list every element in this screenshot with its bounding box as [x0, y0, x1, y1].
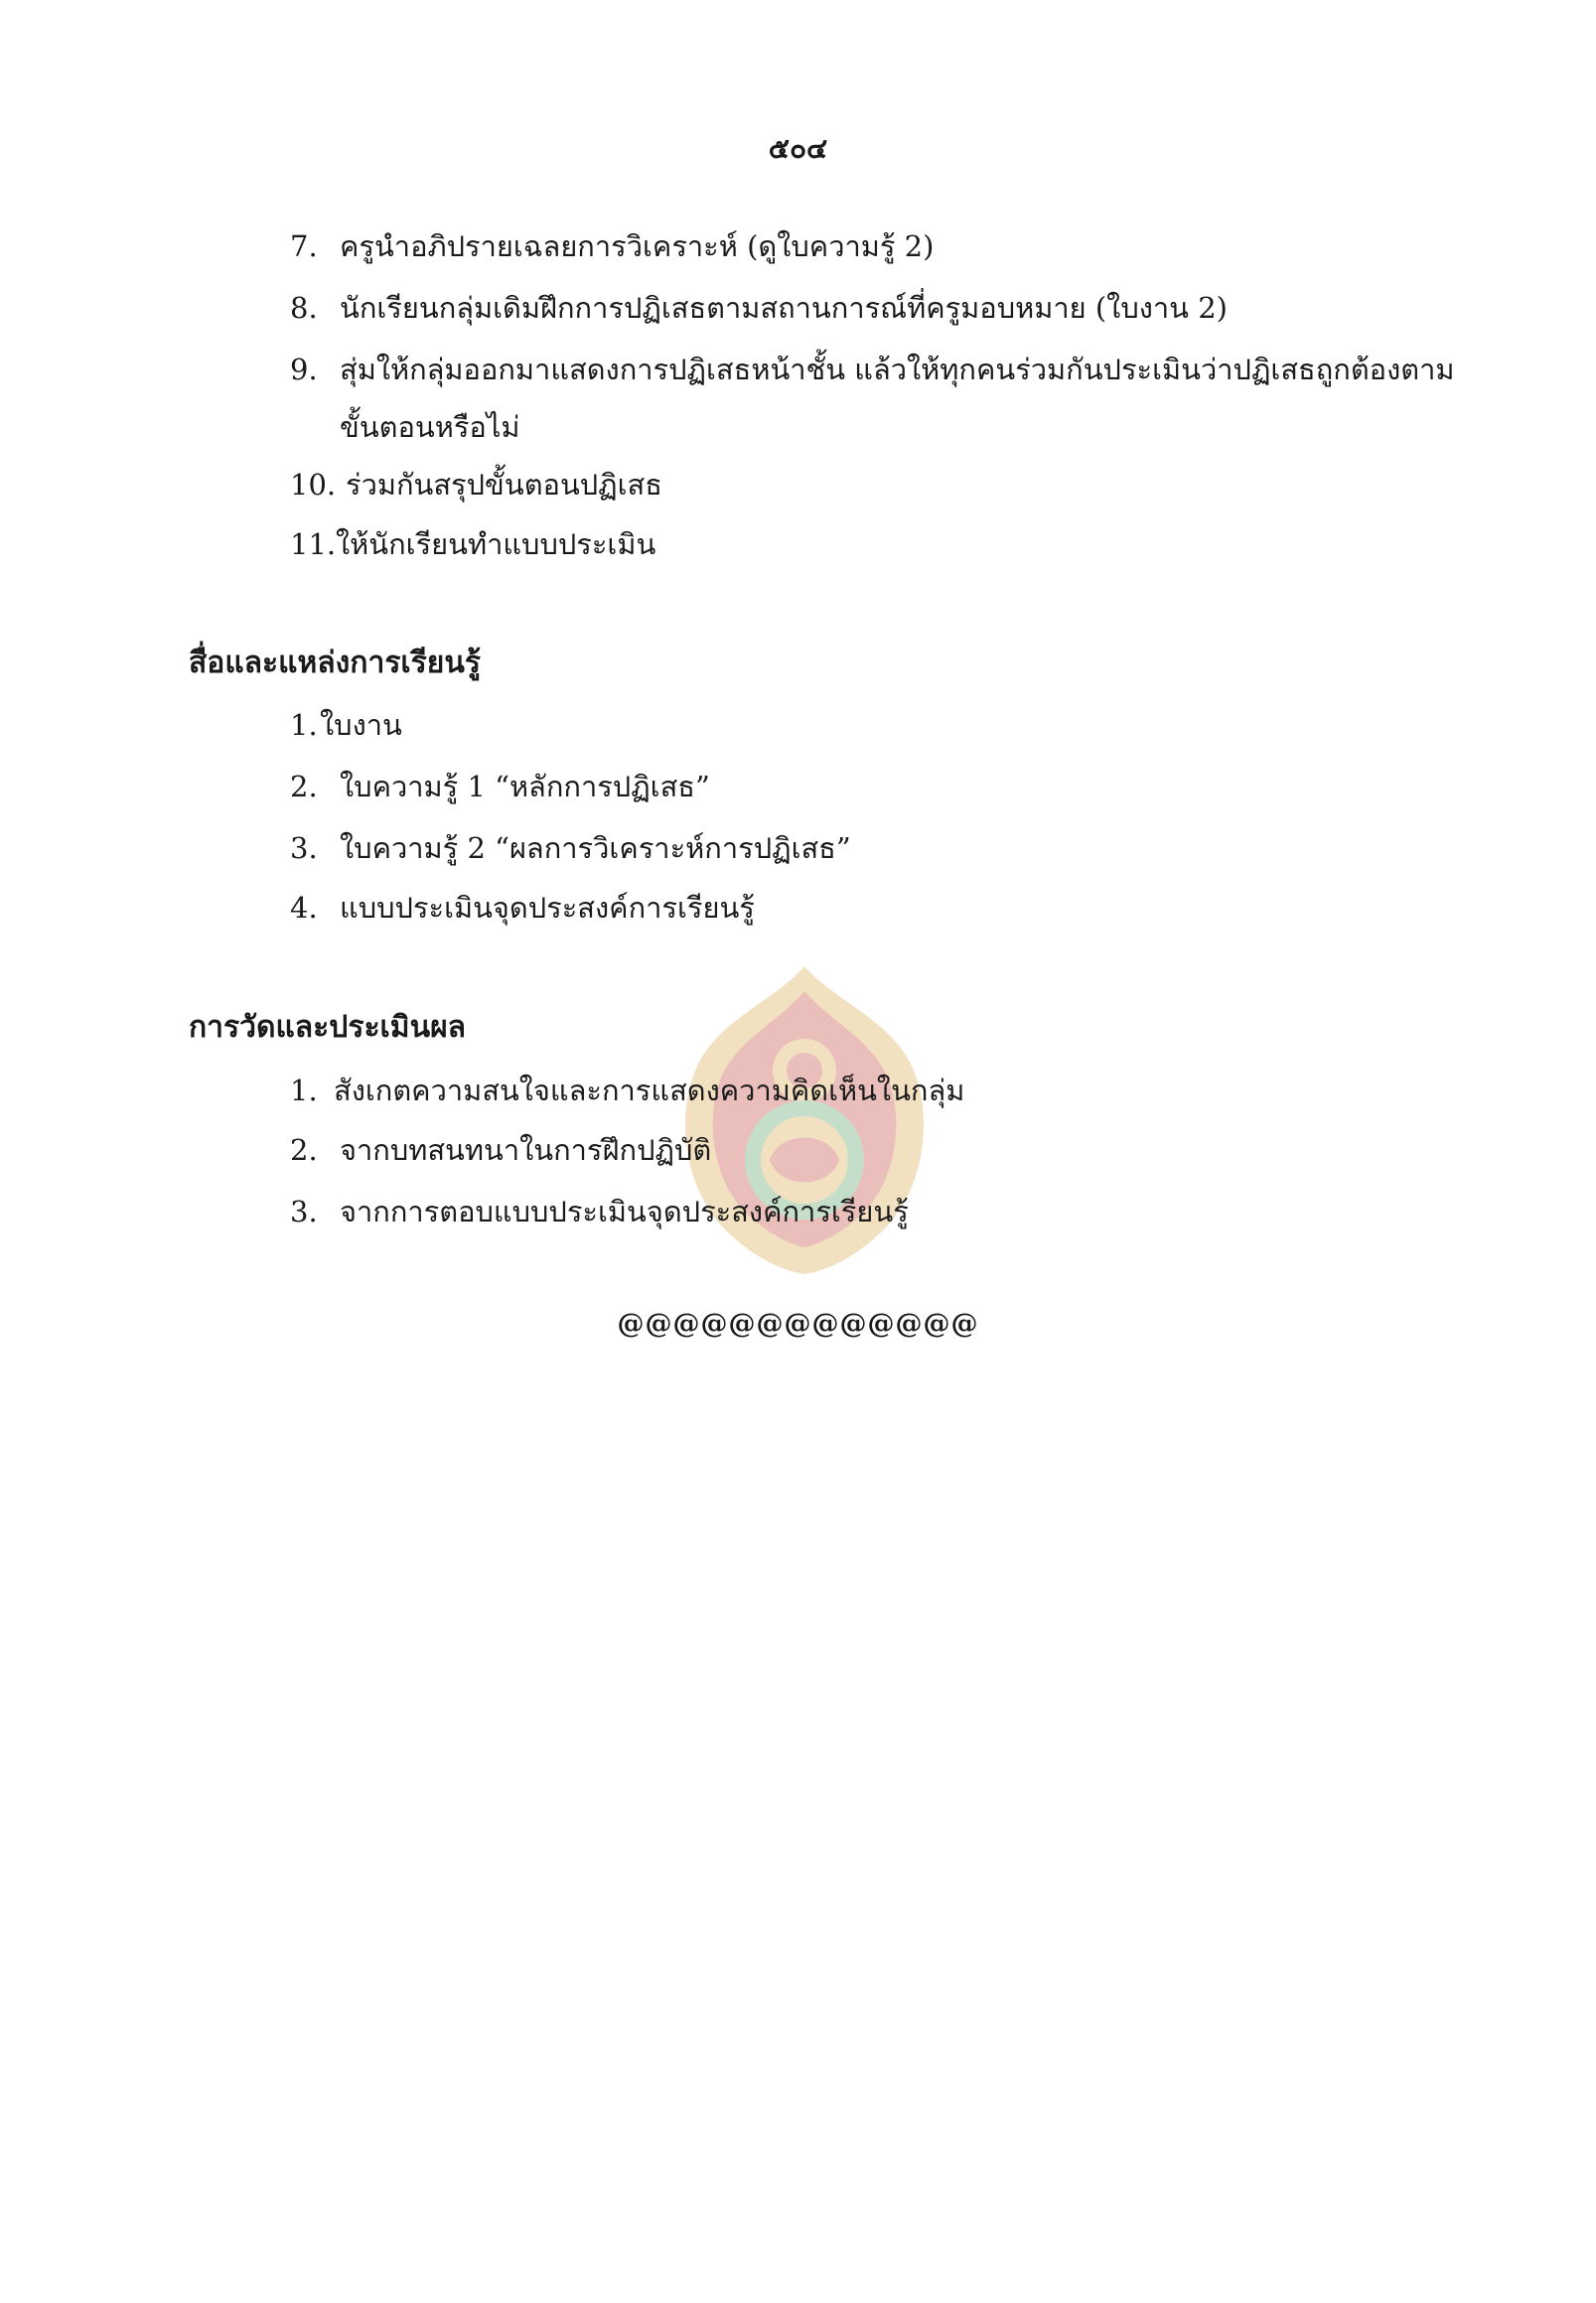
- list-item: 3. จากการตอบแบบประเมินจุดประสงค์การเรียนรู้: [290, 1195, 909, 1228]
- list-item: 4. แบบประเมินจุดประสงค์การเรียนรู้: [290, 891, 755, 925]
- ending-mark: @@@@@@@@@@@@@: [617, 1309, 979, 1340]
- emblem-watermark-icon: [655, 961, 953, 1279]
- list-item: 2. ใบความรู้ 1 “หลักการปฏิเสธ”: [290, 770, 710, 803]
- list-item: 9. สุ่มให้กลุ่มออกมาแสดงการปฏิเสธหน้าชั้น แล้วให้ทุกคนร่วมกันประเมินว่าปฏิเสธถูกต้องตามขั้นตอนหรือไม่: [290, 353, 1455, 444]
- list-item: 1. ใบงาน: [290, 708, 402, 742]
- section-heading-media: สื่อและแหล่งการเรียนรู้: [189, 646, 481, 680]
- list-item: 7. ครูนำอภิปรายเฉลยการวิเคราะห์ (ดูใบความรู้ 2): [290, 229, 935, 263]
- page-number: ๕๐๔: [768, 132, 828, 165]
- list-item: 11. ให้นักเรียนทำแบบประเมิน: [290, 527, 656, 561]
- list-item: 8. นักเรียนกลุ่มเดิมฝึกการปฏิเสธตามสถานการณ์ที่ครูมอบหมาย (ใบงาน 2): [290, 291, 1228, 325]
- list-item: 3. ใบความรู้ 2 “ผลการวิเคราะห์การปฏิเสธ”: [290, 831, 851, 865]
- list-item: 1. สังเกตความสนใจและการแสดงความคิดเห็นในกลุ่ม: [290, 1074, 965, 1107]
- list-item: 10. ร่วมกันสรุปขั้นตอนปฏิเสธ: [290, 468, 662, 502]
- section-heading-evaluation: การวัดและประเมินผล: [189, 1010, 467, 1045]
- list-item: 2. จากบทสนทนาในการฝึกปฏิบัติ: [290, 1133, 712, 1167]
